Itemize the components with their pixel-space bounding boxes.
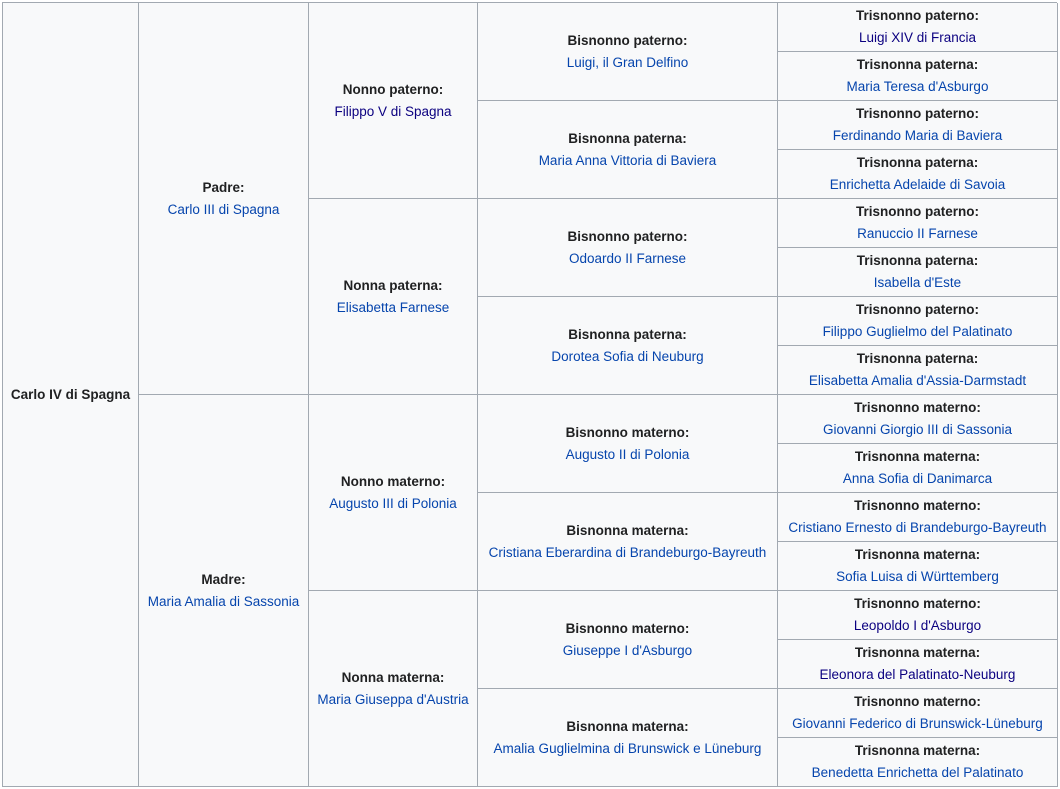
great-great-grandparent-name-link[interactable]: Luigi XIV di Francia: [858, 30, 977, 45]
great-grandparent-role-label: Bisnonna paterna:: [568, 130, 687, 146]
great-great-grandparent-role-label: Trisnonno materno:: [854, 694, 981, 709]
great-grandparent-cell: [478, 199, 778, 297]
grandparent-name-link[interactable]: Elisabetta Farnese: [336, 299, 450, 315]
great-great-grandparent-cell: [778, 297, 1058, 346]
grandparent-cell: [309, 395, 478, 591]
great-great-grandparent-name-link[interactable]: Maria Teresa d'Asburgo: [846, 79, 989, 94]
great-grandparent-name-link[interactable]: Odoardo II Farnese: [568, 250, 687, 266]
great-great-grandparent-role-label: Trisnonna paterna:: [856, 253, 979, 268]
great-grandparent-name-link[interactable]: Maria Anna Vittoria di Baviera: [538, 152, 717, 168]
great-great-grandparent-role-label: Trisnonna materna:: [854, 645, 981, 660]
grandparent-role-label: Nonna paterna:: [343, 277, 443, 293]
great-great-grandparent-cell: [778, 3, 1058, 52]
subject-cell: [3, 3, 139, 787]
great-great-grandparent-cell: [778, 591, 1058, 640]
great-grandparent-name-link[interactable]: Giuseppe I d'Asburgo: [562, 642, 693, 658]
great-great-grandparent-cell: [778, 542, 1058, 591]
great-great-grandparent-cell: [778, 248, 1058, 297]
great-grandparent-cell: [478, 395, 778, 493]
parent-name-link[interactable]: Maria Amalia di Sassonia: [147, 593, 300, 609]
great-grandparent-name-link[interactable]: Amalia Guglielmina di Brunswick e Lüneburg: [493, 740, 762, 756]
great-great-grandparent-name-link[interactable]: Filippo Guglielmo del Palatinato: [822, 324, 1013, 339]
great-great-grandparent-role-label: Trisnonna materna:: [854, 547, 981, 562]
great-great-grandparent-role-label: Trisnonno paterno:: [856, 8, 979, 23]
great-great-grandparent-name-link[interactable]: Eleonora del Palatinato-Neuburg: [819, 667, 1016, 682]
grandparent-cell: [309, 591, 478, 787]
parent-cell: [139, 3, 309, 395]
great-great-grandparent-name-link[interactable]: Anna Sofia di Danimarca: [842, 471, 993, 486]
subject-name: Carlo IV di Spagna: [10, 386, 131, 402]
great-great-grandparent-name-link[interactable]: Isabella d'Este: [873, 275, 962, 290]
great-grandparent-role-label: Bisnonno paterno:: [567, 32, 688, 48]
great-grandparent-name-link[interactable]: Dorotea Sofia di Neuburg: [551, 348, 704, 364]
great-great-grandparent-cell: [778, 395, 1058, 444]
great-grandparent-name-link[interactable]: Luigi, il Gran Delfino: [566, 54, 689, 70]
great-great-grandparent-name-link[interactable]: Enrichetta Adelaide di Savoia: [829, 177, 1006, 192]
great-great-grandparent-name-link[interactable]: Cristiano Ernesto di Brandeburgo-Bayreuth: [788, 520, 1047, 535]
grandparent-name-link[interactable]: Maria Giuseppa d'Austria: [317, 691, 469, 707]
great-grandparent-cell: [478, 297, 778, 395]
great-great-grandparent-cell: [778, 444, 1058, 493]
great-great-grandparent-cell: [778, 640, 1058, 689]
great-great-grandparent-role-label: Trisnonna paterna:: [856, 57, 979, 72]
great-grandparent-name-link[interactable]: Augusto II di Polonia: [565, 446, 690, 462]
great-grandparent-role-label: Bisnonna materna:: [566, 522, 689, 538]
great-grandparent-role-label: Bisnonna materna:: [566, 718, 689, 734]
great-grandparent-name-link[interactable]: Cristiana Eberardina di Brandeburgo-Bayreuth: [488, 544, 767, 560]
grandparent-role-label: Nonno paterno:: [342, 81, 444, 97]
great-great-grandparent-role-label: Trisnonno paterno:: [856, 302, 979, 317]
parent-role-label: Madre:: [201, 571, 246, 587]
grandparent-name-link[interactable]: Augusto III di Polonia: [329, 495, 457, 511]
great-great-grandparent-role-label: Trisnonno paterno:: [856, 204, 979, 219]
great-great-grandparent-cell: [778, 689, 1058, 738]
great-great-grandparent-cell: [778, 199, 1058, 248]
grandparent-role-label: Nonna materna:: [341, 669, 445, 685]
great-great-grandparent-role-label: Trisnonna paterna:: [856, 155, 979, 170]
great-grandparent-cell: [478, 689, 778, 787]
great-great-grandparent-name-link[interactable]: Giovanni Federico di Brunswick-Lüneburg: [792, 716, 1043, 731]
great-great-grandparent-cell: [778, 150, 1058, 199]
grandparent-cell: [309, 199, 478, 395]
parent-cell: [139, 395, 309, 787]
great-great-grandparent-cell: [778, 101, 1058, 150]
grandparent-cell: [309, 3, 478, 199]
great-great-grandparent-cell: [778, 493, 1058, 542]
great-grandparent-role-label: Bisnonno materno:: [565, 620, 690, 636]
great-great-grandparent-role-label: Trisnonno materno:: [854, 596, 981, 611]
pedigree-table: [2, 2, 1057, 787]
great-great-grandparent-name-link[interactable]: Sofia Luisa di Württemberg: [836, 569, 999, 584]
great-great-grandparent-cell: [778, 52, 1058, 101]
parent-name-link[interactable]: Carlo III di Spagna: [167, 201, 280, 217]
great-great-grandparent-role-label: Trisnonno materno:: [854, 400, 981, 415]
great-great-grandparent-role-label: Trisnonno paterno:: [856, 106, 979, 121]
great-great-grandparent-role-label: Trisnonna materna:: [854, 449, 981, 464]
great-great-grandparent-role-label: Trisnonna materna:: [854, 743, 981, 758]
great-grandparent-role-label: Bisnonno materno:: [565, 424, 690, 440]
great-great-grandparent-name-link[interactable]: Benedetta Enrichetta del Palatinato: [811, 765, 1024, 780]
great-great-grandparent-role-label: Trisnonno materno:: [854, 498, 981, 513]
grandparent-name-link[interactable]: Filippo V di Spagna: [334, 103, 452, 119]
great-great-grandparent-cell: [778, 346, 1058, 395]
great-great-grandparent-name-link[interactable]: Leopoldo I d'Asburgo: [853, 618, 982, 633]
parent-role-label: Padre:: [202, 179, 245, 195]
great-great-grandparent-role-label: Trisnonna paterna:: [856, 351, 979, 366]
grandparent-role-label: Nonno materno:: [340, 473, 446, 489]
great-great-grandparent-name-link[interactable]: Giovanni Giorgio III di Sassonia: [822, 422, 1013, 437]
great-great-grandparent-cell: [778, 738, 1058, 787]
great-great-grandparent-name-link[interactable]: Ferdinando Maria di Baviera: [832, 128, 1003, 143]
great-grandparent-role-label: Bisnonna paterna:: [568, 326, 687, 342]
great-grandparent-cell: [478, 493, 778, 591]
great-great-grandparent-name-link[interactable]: Ranuccio II Farnese: [857, 226, 978, 241]
great-grandparent-cell: [478, 101, 778, 199]
great-great-grandparent-name-link[interactable]: Elisabetta Amalia d'Assia-Darmstadt: [808, 373, 1027, 388]
great-grandparent-role-label: Bisnonno paterno:: [567, 228, 688, 244]
great-grandparent-cell: [478, 3, 778, 101]
great-grandparent-cell: [478, 591, 778, 689]
